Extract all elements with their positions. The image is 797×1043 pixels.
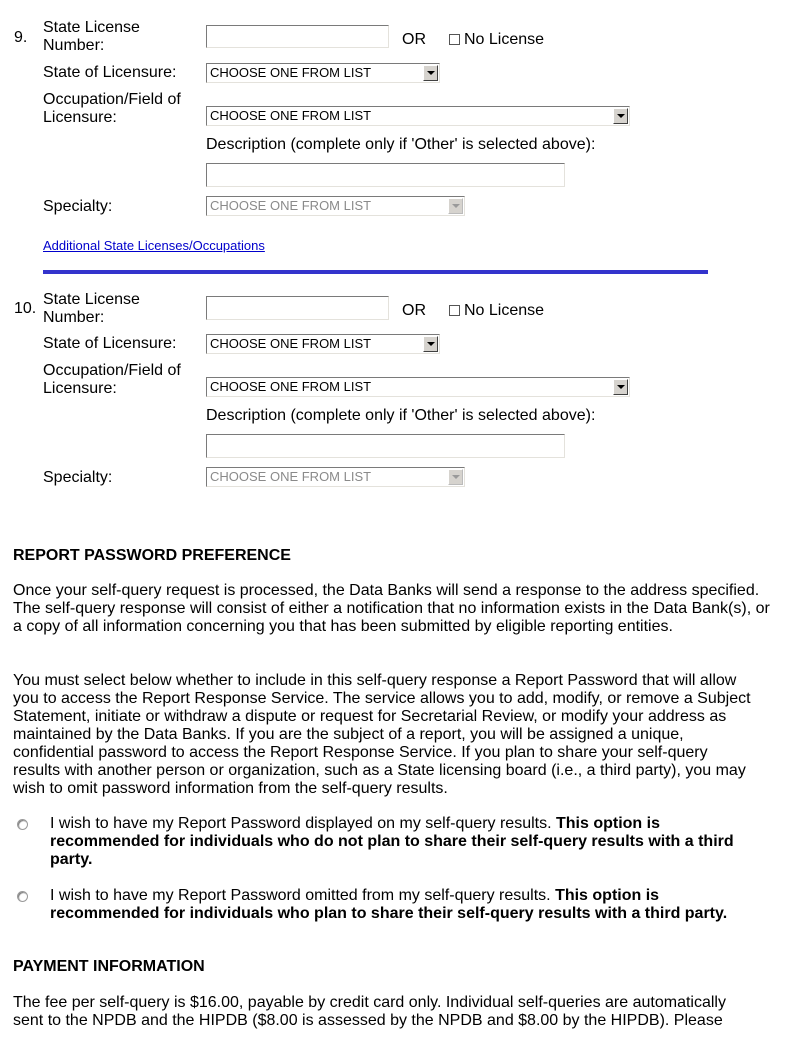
no-license-checkbox[interactable] xyxy=(449,305,460,316)
occupation-select[interactable] xyxy=(206,377,630,397)
state-select-value: CHOOSE ONE FROM LIST xyxy=(210,336,372,351)
state-label: State of Licensure: xyxy=(43,64,177,81)
option-text: I wish to have my Report Password omitted from my self-query results. xyxy=(50,887,556,904)
label-line: Number: xyxy=(43,309,105,326)
state-select-value: CHOOSE ONE FROM LIST xyxy=(210,65,372,80)
section-divider xyxy=(43,270,708,274)
label-line: State License xyxy=(43,19,140,36)
password-omitted-radio[interactable] xyxy=(17,891,28,902)
no-license-checkbox[interactable] xyxy=(449,34,460,45)
occupation-select-value: CHOOSE ONE FROM LIST xyxy=(210,379,372,394)
password-displayed-radio[interactable] xyxy=(17,819,28,830)
option-text: I wish to have my Report Password displayed on my self-query results. xyxy=(50,815,556,832)
state-select[interactable] xyxy=(206,63,440,83)
description-label: Description (complete only if 'Other' is selected above): xyxy=(206,407,596,424)
specialty-select[interactable] xyxy=(206,467,465,487)
or-label: OR xyxy=(402,31,426,48)
occupation-label xyxy=(43,362,181,398)
additional-licenses-link[interactable]: Additional State Licenses/Occupations xyxy=(43,238,265,253)
password-explanation-paragraph: You must select below whether to include in this self-query response a Report Password that will allow you to access the Report Response Service. The service allows you to add, modify, or remove a Subject Statement, initiate or withdraw a dispute or request for Secretarial Review, or modify your address as maintained by the Data Banks. If you are the subject of a report, you will be assigned a unique, confidential password to access the Report Response Service. If you plan to share your self-query results with another person or organization, such as a State licensing board (i.e., a third party), you may wish to omit password information from the self-query results. xyxy=(13,672,751,797)
license-number-input[interactable] xyxy=(206,296,389,320)
state-label: State of Licensure: xyxy=(43,335,177,352)
payment-paragraph: The fee per self-query is $16.00, payable by credit card only. Individual self-queries are automatically sent to the NPDB and the HIPDB ($8.00 is assessed by the NPDB and $8.00 by the HIPDB). Please xyxy=(13,994,726,1029)
password-section-heading: REPORT PASSWORD PREFERENCE xyxy=(13,547,291,564)
license-number-label xyxy=(43,19,140,55)
dropdown-arrow-icon[interactable] xyxy=(613,379,628,395)
description-input[interactable] xyxy=(206,163,565,187)
specialty-label: Specialty: xyxy=(43,469,113,486)
occupation-select[interactable] xyxy=(206,106,630,126)
label-line: Licensure: xyxy=(43,109,117,126)
label-line: Number: xyxy=(43,37,105,54)
specialty-select-value: CHOOSE ONE FROM LIST xyxy=(210,198,372,213)
description-input[interactable] xyxy=(206,434,565,458)
dropdown-arrow-icon[interactable] xyxy=(613,108,628,124)
dropdown-arrow-icon[interactable] xyxy=(423,65,438,81)
dropdown-arrow-icon xyxy=(448,198,463,214)
license-number-input[interactable] xyxy=(206,25,389,48)
option-recommendation: This option is recommended for individuals who plan to share their self-query results with a third party. xyxy=(50,887,728,922)
occupation-select-value: CHOOSE ONE FROM LIST xyxy=(210,108,372,123)
description-label: Description (complete only if 'Other' is selected above): xyxy=(206,136,596,153)
specialty-select-value: CHOOSE ONE FROM LIST xyxy=(210,469,372,484)
or-label: OR xyxy=(402,302,426,319)
dropdown-arrow-icon xyxy=(448,469,463,485)
password-displayed-option[interactable] xyxy=(50,815,770,869)
label-line: State License xyxy=(43,291,140,308)
no-license-label[interactable]: No License xyxy=(464,31,545,48)
no-license-label[interactable]: No License xyxy=(464,302,545,319)
state-select[interactable] xyxy=(206,334,440,354)
license-number-label xyxy=(43,291,140,327)
item-number: 10. xyxy=(14,300,37,317)
label-line: Occupation/Field of xyxy=(43,91,181,108)
password-intro-paragraph: Once your self-query request is processed, the Data Banks will send a response to the address specified. The self-query response will consist of either a notification that no information exists in the Data Bank(s), or a copy of all information concerning you that has been submitted by eligible reporting entities. xyxy=(13,582,770,635)
dropdown-arrow-icon[interactable] xyxy=(423,336,438,352)
option-recommendation: This option is recommended for individuals who do not plan to share their self-query results with a third party. xyxy=(50,815,734,868)
label-line: Occupation/Field of xyxy=(43,362,181,379)
item-number: 9. xyxy=(14,29,28,46)
specialty-label: Specialty: xyxy=(43,198,113,215)
specialty-select[interactable] xyxy=(206,196,465,216)
password-omitted-option[interactable] xyxy=(50,887,750,923)
label-line: Licensure: xyxy=(43,380,117,397)
occupation-label xyxy=(43,91,181,127)
payment-section-heading: PAYMENT INFORMATION xyxy=(13,958,205,975)
